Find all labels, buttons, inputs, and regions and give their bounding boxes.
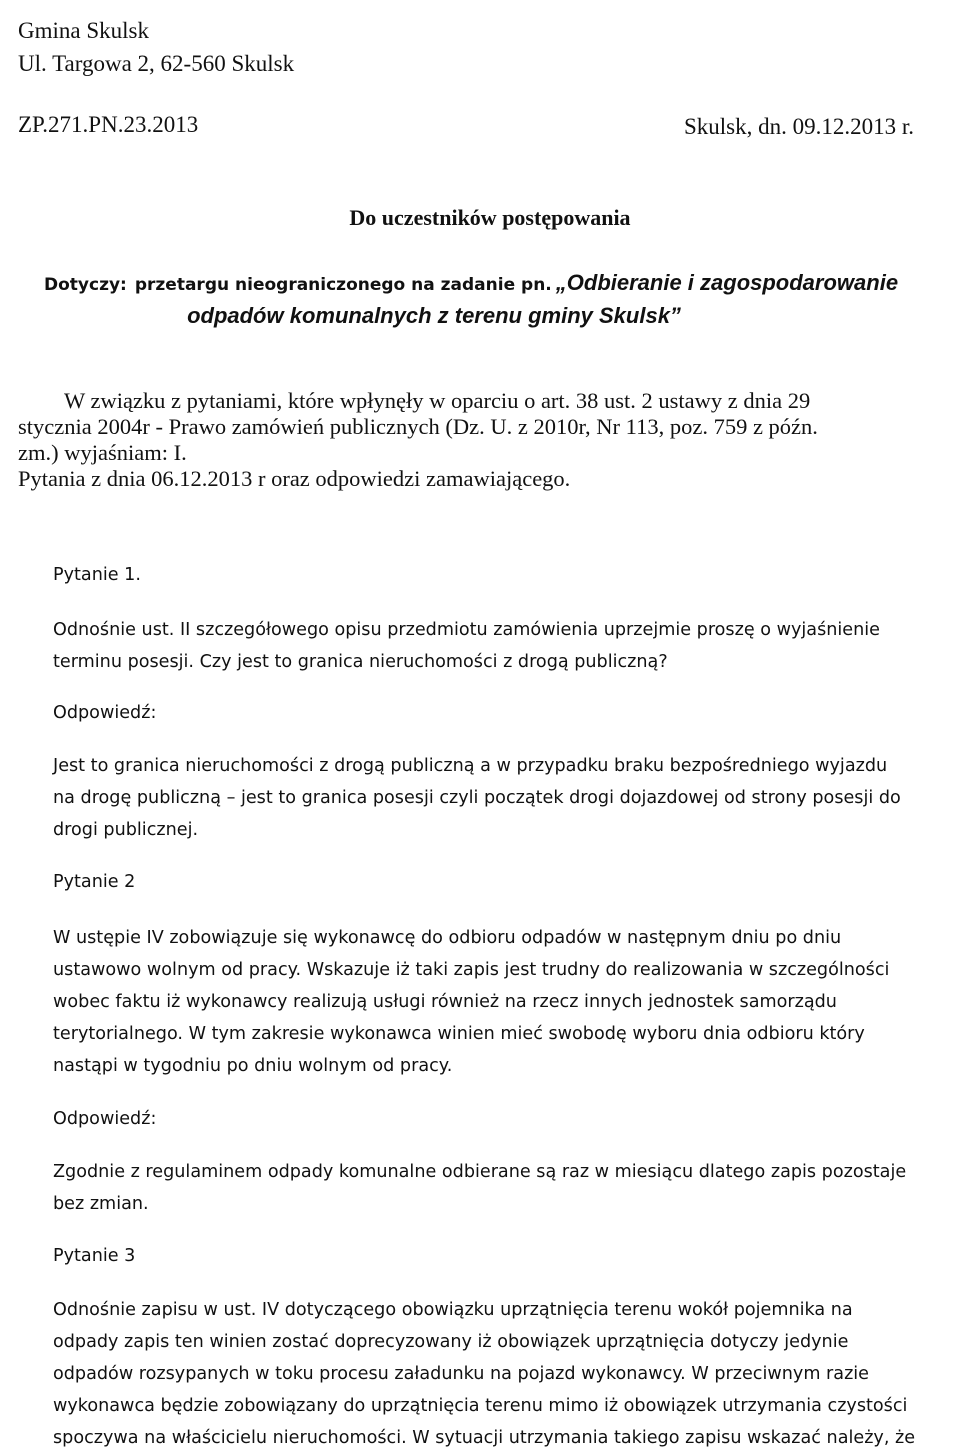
question-2-label: Pytanie 2 xyxy=(53,872,136,892)
text-line: drogi publicznej. xyxy=(53,820,199,840)
text-line: bez zmian. xyxy=(53,1194,149,1214)
text-line: wykonawca będzie zobowiązany do uprzątnięcia terenu mimo iż obowiązek utrzymania czystości xyxy=(53,1396,908,1416)
text-line: W ustępie IV zobowiązuje się wykonawcę do odbioru odpadów w następnym dniu po dniu xyxy=(53,928,842,948)
text-line: Zgodnie z regulaminem odpady komunalne odbierane są raz w miesiącu dlatego zapis pozostaje xyxy=(53,1162,907,1182)
date-line: Skulsk, dn. 09.12.2013 r. xyxy=(683,114,914,139)
text-line: Odnośnie zapisu w ust. IV dotyczącego obowiązku uprzątnięcia terenu wokół pojemnika na xyxy=(53,1300,853,1320)
intro-line: stycznia 2004r - Prawo zamówień publicznych (Dz. U. z 2010r, Nr 113, poz. 759 z późn. xyxy=(18,414,818,439)
subject-block xyxy=(44,268,944,331)
question-2-text xyxy=(53,922,943,1082)
text-line: na drogę publiczną – jest to granica posesji czyli początek drogi dojazdowej od strony posesji do xyxy=(53,788,901,808)
subject-text: przetargu nieograniczonego na zadanie pn. xyxy=(134,275,552,295)
text-line: odpady zapis ten winien zostać doprecyzowany iż obowiązek uprzątnięcia dotyczy jedynie xyxy=(53,1332,849,1352)
text-line: Odnośnie ust. II szczegółowego opisu przedmiotu zamówienia uprzejmie proszę o wyjaśnienie xyxy=(53,620,880,640)
text-line: ustawowo wolnym od pracy. Wskazuje iż taki zapis jest trudny do realizowania w szczególności xyxy=(53,960,890,980)
answer-1-label: Odpowiedź: xyxy=(53,703,157,723)
sender-address: Ul. Targowa 2, 62-560 Skulsk xyxy=(18,51,295,76)
answer-1-text xyxy=(53,750,943,846)
subject-label: Dotyczy: xyxy=(44,275,127,295)
text-line: terminu posesji. Czy jest to granica nieruchomości z drogą publiczną? xyxy=(53,652,668,672)
text-line: odpadów rozsypanych w toku procesu załadunku na pojazd wykonawcy. W przeciwnym razie xyxy=(53,1364,870,1384)
question-1-label: Pytanie 1. xyxy=(53,565,141,585)
subject-title-line2: odpadów komunalnych z terenu gminy Skulsk” xyxy=(187,303,681,328)
text-line: nastąpi w tygodniu po dniu wolnym od pracy. xyxy=(53,1056,453,1076)
intro-line: W związku z pytaniami, które wpłynęły w oparciu o art. 38 ust. 2 ustawy z dnia 29 xyxy=(64,388,811,413)
intro-line: zm.) wyjaśniam: I. xyxy=(18,440,187,465)
intro-paragraph xyxy=(18,388,928,492)
reference-number: ZP.271.PN.23.2013 xyxy=(18,112,199,137)
question-1-text xyxy=(53,614,943,678)
answer-2-label: Odpowiedź: xyxy=(53,1109,157,1129)
text-line: Jest to granica nieruchomości z drogą publiczną a w przypadku braku bezpośredniego wyjazdu xyxy=(53,756,888,776)
sender-block xyxy=(18,14,294,80)
question-3-label: Pytanie 3 xyxy=(53,1246,136,1266)
subject-title-line1: „Odbieranie i zagospodarowanie xyxy=(555,270,899,295)
question-3-text xyxy=(53,1294,943,1454)
text-line: wobec faktu iż wykonawcy realizują usługi również na rzecz innych jednostek samorządu xyxy=(53,992,837,1012)
text-line: terytorialnego. W tym zakresie wykonawca winien mieć swobodę wyboru dnia odbioru który xyxy=(53,1024,865,1044)
answer-2-text xyxy=(53,1156,943,1220)
text-line: spoczywa na właścicielu nieruchomości. W sytuacji utrzymania takiego zapisu wskazać należy, że xyxy=(53,1428,916,1448)
intro-line: Pytania z dnia 06.12.2013 r oraz odpowiedzi zamawiającego. xyxy=(18,466,571,491)
sender-name: Gmina Skulsk xyxy=(18,18,149,43)
page-heading: Do uczestników postępowania xyxy=(349,205,631,230)
